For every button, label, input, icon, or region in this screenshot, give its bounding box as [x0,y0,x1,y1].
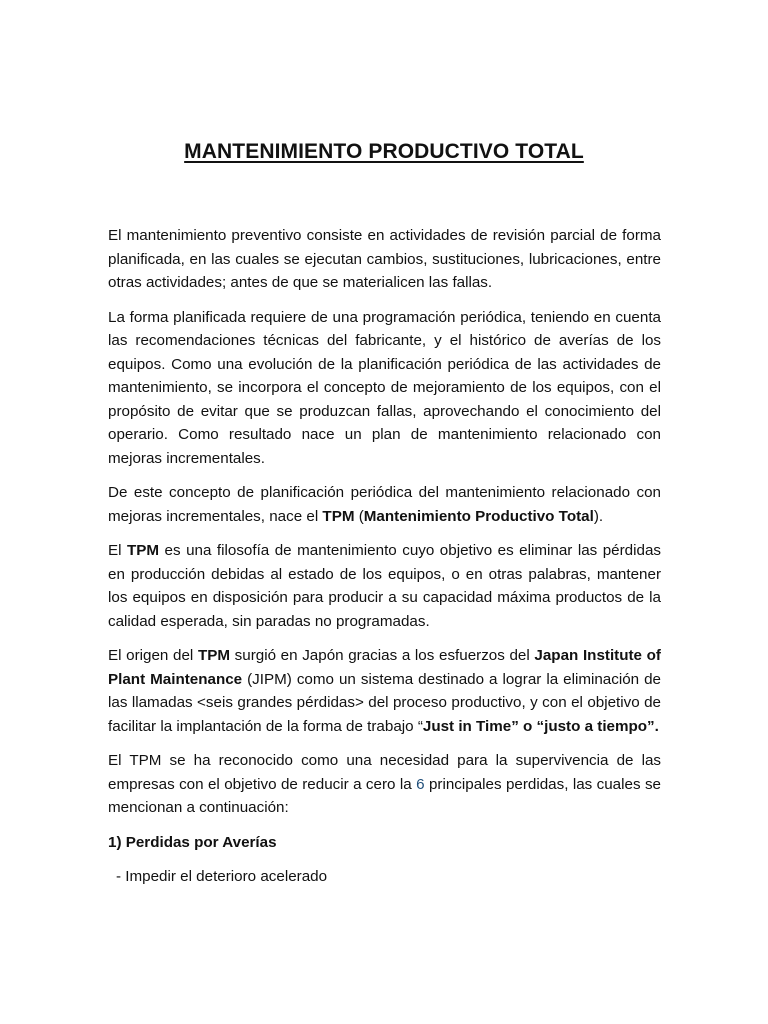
paragraph-3-text-b: ( [354,507,364,525]
paragraph-3-text-c: ). [593,507,604,525]
paragraph-4 [108,539,661,633]
paragraph-5-text-c: (JIPM) como un sistema destinado a lograr la eliminación de las llamadas <seis grandes pérdidas> del proceso productivo, y con el objetivo de facilitar la implantación de la forma de trabajo “ [108,670,662,735]
paragraph-6-text-a: El TPM se ha reconocido como una necesidad para la supervivencia de las empresas con el objetivo de reducir a cero la [108,752,661,793]
tpm-full-name: Mantenimiento Productivo Total [363,507,594,525]
jipm-name: Japan Institute of Plant Maintenance [108,647,661,688]
paragraph-4-text-b: es una filosofía de mantenimiento cuyo objetivo es eliminar las pérdidas en producción debidas al estado de los equipos, o en otras palabras, mantener los equipos en disposición para producir a su capacidad máxima productos de la calidad esperada, sin paradas no programadas. [108,542,661,630]
paragraph-3-text-a: De este concepto de planificación periódica del mantenimiento relacionado con mejoras incrementales, nace el [108,484,661,525]
paragraph-5-text-b: surgió en Japón gracias a los esfuerzos del [230,647,535,664]
number-six: 6 [416,775,425,793]
bullet-item-1: - Impedir el deterioro acelerado [116,868,328,885]
tpm-acronym: TPM [127,542,160,559]
paragraph-3 [108,481,661,528]
tpm-acronym: TPM [322,507,355,525]
paragraph-5-text-a: El origen del [108,647,198,664]
document-title: MANTENIMIENTO PRODUCTIVO TOTAL [184,140,584,163]
paragraph-5 [108,644,661,738]
paragraph-6-text-b: principales perdidas, las cuales se mencionan a continuación: [108,775,661,816]
section-heading-1: 1) Perdidas por Averías [108,833,277,851]
paragraph-6 [108,749,661,820]
paragraph-2: La forma planificada requiere de una programación periódica, teniendo en cuenta las recomendaciones técnicas del fabricante, y el histórico de averías de los equipos. Como una evolución de la planificación periódica de las actividades de mantenimiento, se incorpora el concepto de mejoramiento de los equipos, con el propósito de evitar que se produzcan fallas, aprovechando el conocimiento del operario. Como resultado nace un plan de mantenimiento relacionado con mejoras incrementales. [108,308,661,467]
document-body [108,224,661,889]
paragraph-1: El mantenimiento preventivo consiste en actividades de revisión parcial de forma planificada, en las cuales se ejecutan cambios, sustituciones, lubricaciones, entre otras actividades; antes de que se materialicen las fallas. [108,227,661,291]
just-in-time: Just in Time” o “justo a tiempo”. [422,717,659,735]
tpm-acronym: TPM [197,647,230,664]
paragraph-4-text-a: El [108,542,127,559]
